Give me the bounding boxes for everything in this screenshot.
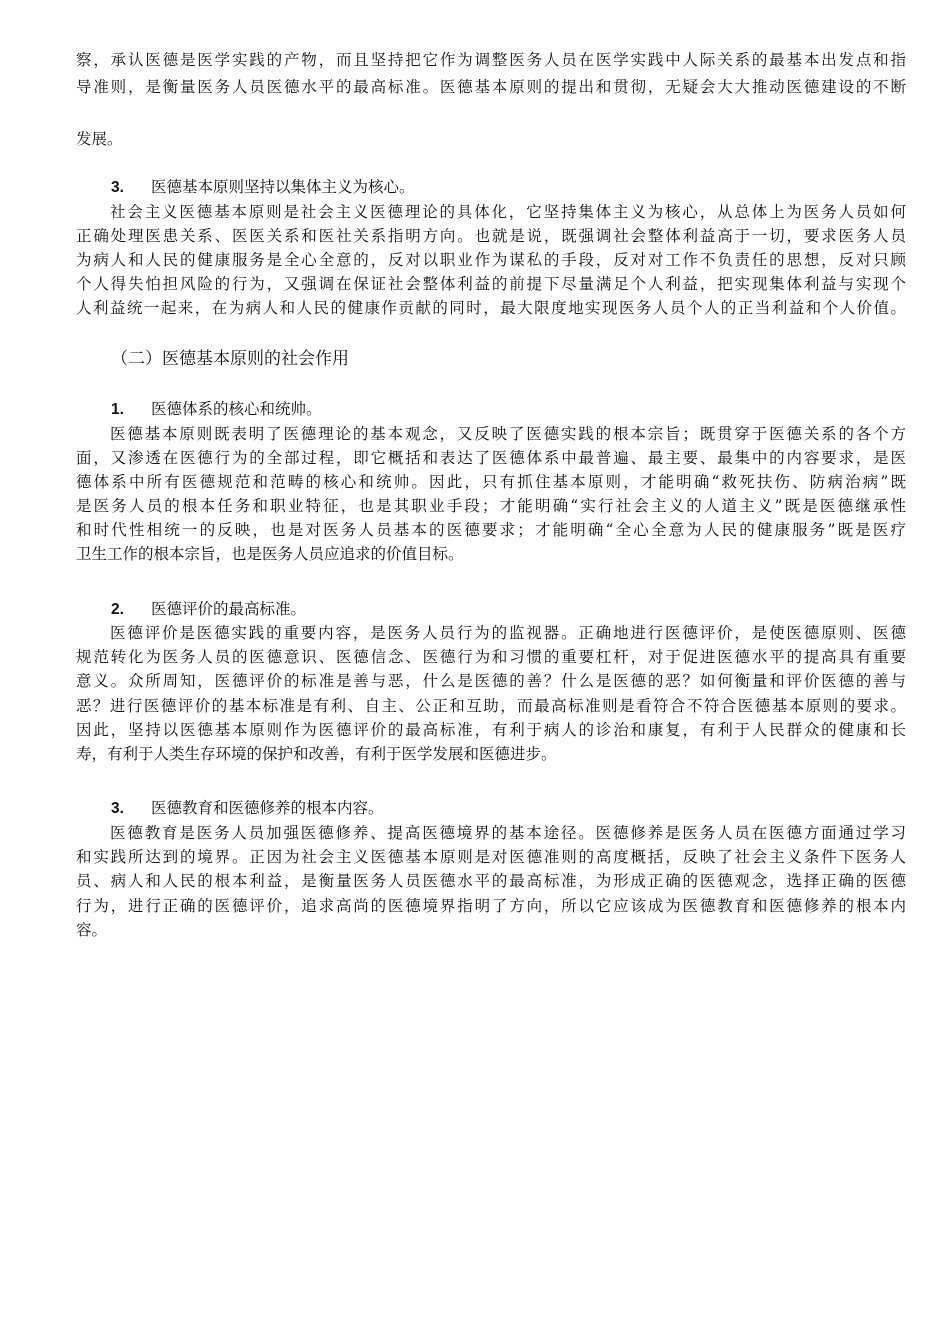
paragraph-line: 个人得失怕担风险的行为，又强调在保证社会整体利益的前提下尽量满足个人利益，把实现集体利益与实现个	[76, 275, 906, 293]
paragraph-line: 面，又渗透在医德行为的全部过程，即它概括和表达了医德体系中最普遍、最主要、最集中的内容要求，是医	[76, 449, 906, 467]
numbered-heading	[111, 598, 306, 621]
paragraph-line: 医德教育是医务人员加强医德修养、提高医德境界的基本途径。医德修养是医务人员在医德方面通过学习	[110, 824, 906, 842]
numbered-heading	[111, 176, 415, 199]
heading-number: 1.	[111, 401, 124, 418]
paragraph-line: 德体系中所有医德规范和范畴的核心和统帅。因此，只有抓住基本原则，才能明确“救死扶伤、防病治病”既	[76, 473, 906, 491]
heading-number: 3.	[111, 800, 124, 817]
heading-number: 2.	[111, 601, 124, 618]
heading-title: 医德教育和医德修养的根本内容。	[151, 799, 384, 817]
paragraph-line: 医德基本原则既表明了医德理论的基本观念，又反映了医德实践的根本宗旨；既贯穿于医德关系的各个方	[110, 425, 906, 443]
paragraph-line: 和时代性相统一的反映，也是对医务人员基本的医德要求；才能明确“全心全意为人民的健康服务”既是医疗	[76, 521, 906, 539]
paragraph-line: 是医务人员的根本任务和职业特征，也是其职业手段；才能明确“实行社会主义的人道主义”既是医德继承性	[76, 497, 906, 515]
numbered-heading	[111, 797, 384, 820]
paragraph-line: 行为，进行正确的医德评价，追求高尚的医德境界指明了方向，所以它应该成为医德教育和医德修养的根本内	[76, 897, 906, 915]
paragraph-line: 规范转化为医务人员的医德意识、医德信念、医德行为和习惯的重要杠杆，对于促进医德水平的提高具有重要	[76, 648, 906, 666]
numbered-heading	[111, 398, 322, 421]
heading-title: 医德评价的最高标准。	[151, 600, 307, 618]
paragraph-line: 员、病人和人民的根本利益，是衡量医务人员医德水平的最高标准，为形成正确的医德观念，选择正确的医德	[76, 872, 906, 890]
paragraph-line: 卫生工作的根本宗旨，也是医务人员应追求的价值目标。	[76, 545, 464, 563]
paragraph-line: 社会主义医德基本原则是社会主义医德理论的具体化，它坚持集体主义为核心，从总体上为医务人员如何	[110, 203, 906, 221]
paragraph-line: 寿，有利于人类生存环境的保护和改善，有利于医学发展和医德进步。	[76, 745, 557, 763]
heading-title: 医德体系的核心和统帅。	[151, 400, 322, 418]
section-heading: （二）医德基本原则的社会作用	[111, 349, 349, 369]
paragraph-line: 容。	[76, 921, 108, 939]
paragraph-line: 意义。众所周知，医德评价的标准是善与恶，什么是医德的善？什么是医德的恶？如何衡量和评价医德的善与	[76, 672, 906, 690]
paragraph-line: 察，承认医德是医学实践的产物，而且坚持把它作为调整医务人员在医学实践中人际关系的最基本出发点和指	[76, 51, 906, 69]
paragraph-line: 导准则，是衡量医务人员医德水平的最高标准。医德基本原则的提出和贯彻，无疑会大大推动医德建设的不断	[76, 78, 906, 96]
paragraph-line: 发展。	[76, 130, 123, 148]
paragraph-line: 正确处理医患关系、医医关系和医社关系指明方向。也就是说，既强调社会整体利益高于一切，要求医务人员	[76, 227, 906, 245]
paragraph-line: 和实践所达到的境界。正因为社会主义医德基本原则是对医德准则的高度概括，反映了社会主义条件下医务人	[76, 848, 906, 866]
paragraph-line: 人利益统一起来，在为病人和人民的健康作贡献的同时，最大限度地实现医务人员个人的正当利益和个人价值。	[76, 299, 906, 317]
paragraph-line: 恶？进行医德评价的基本标准是有利、自主、公正和互助，而最高标准则是看符合不符合医德基本原则的要求。	[76, 697, 906, 715]
heading-number: 3.	[111, 179, 124, 196]
paragraph-line: 医德评价是医德实践的重要内容，是医务人员行为的监视器。正确地进行医德评价，是使医德原则、医德	[110, 624, 906, 642]
heading-title: 医德基本原则坚持以集体主义为核心。	[151, 178, 415, 196]
paragraph-line: 为病人和人民的健康服务是全心全意的，反对以职业作为谋私的手段，反对对工作不负责任的思想，反对只顾	[76, 251, 906, 269]
paragraph-line: 因此，坚持以医德基本原则作为医德评价的最高标准，有利于病人的诊治和康复，有利于人民群众的健康和长	[76, 721, 906, 739]
